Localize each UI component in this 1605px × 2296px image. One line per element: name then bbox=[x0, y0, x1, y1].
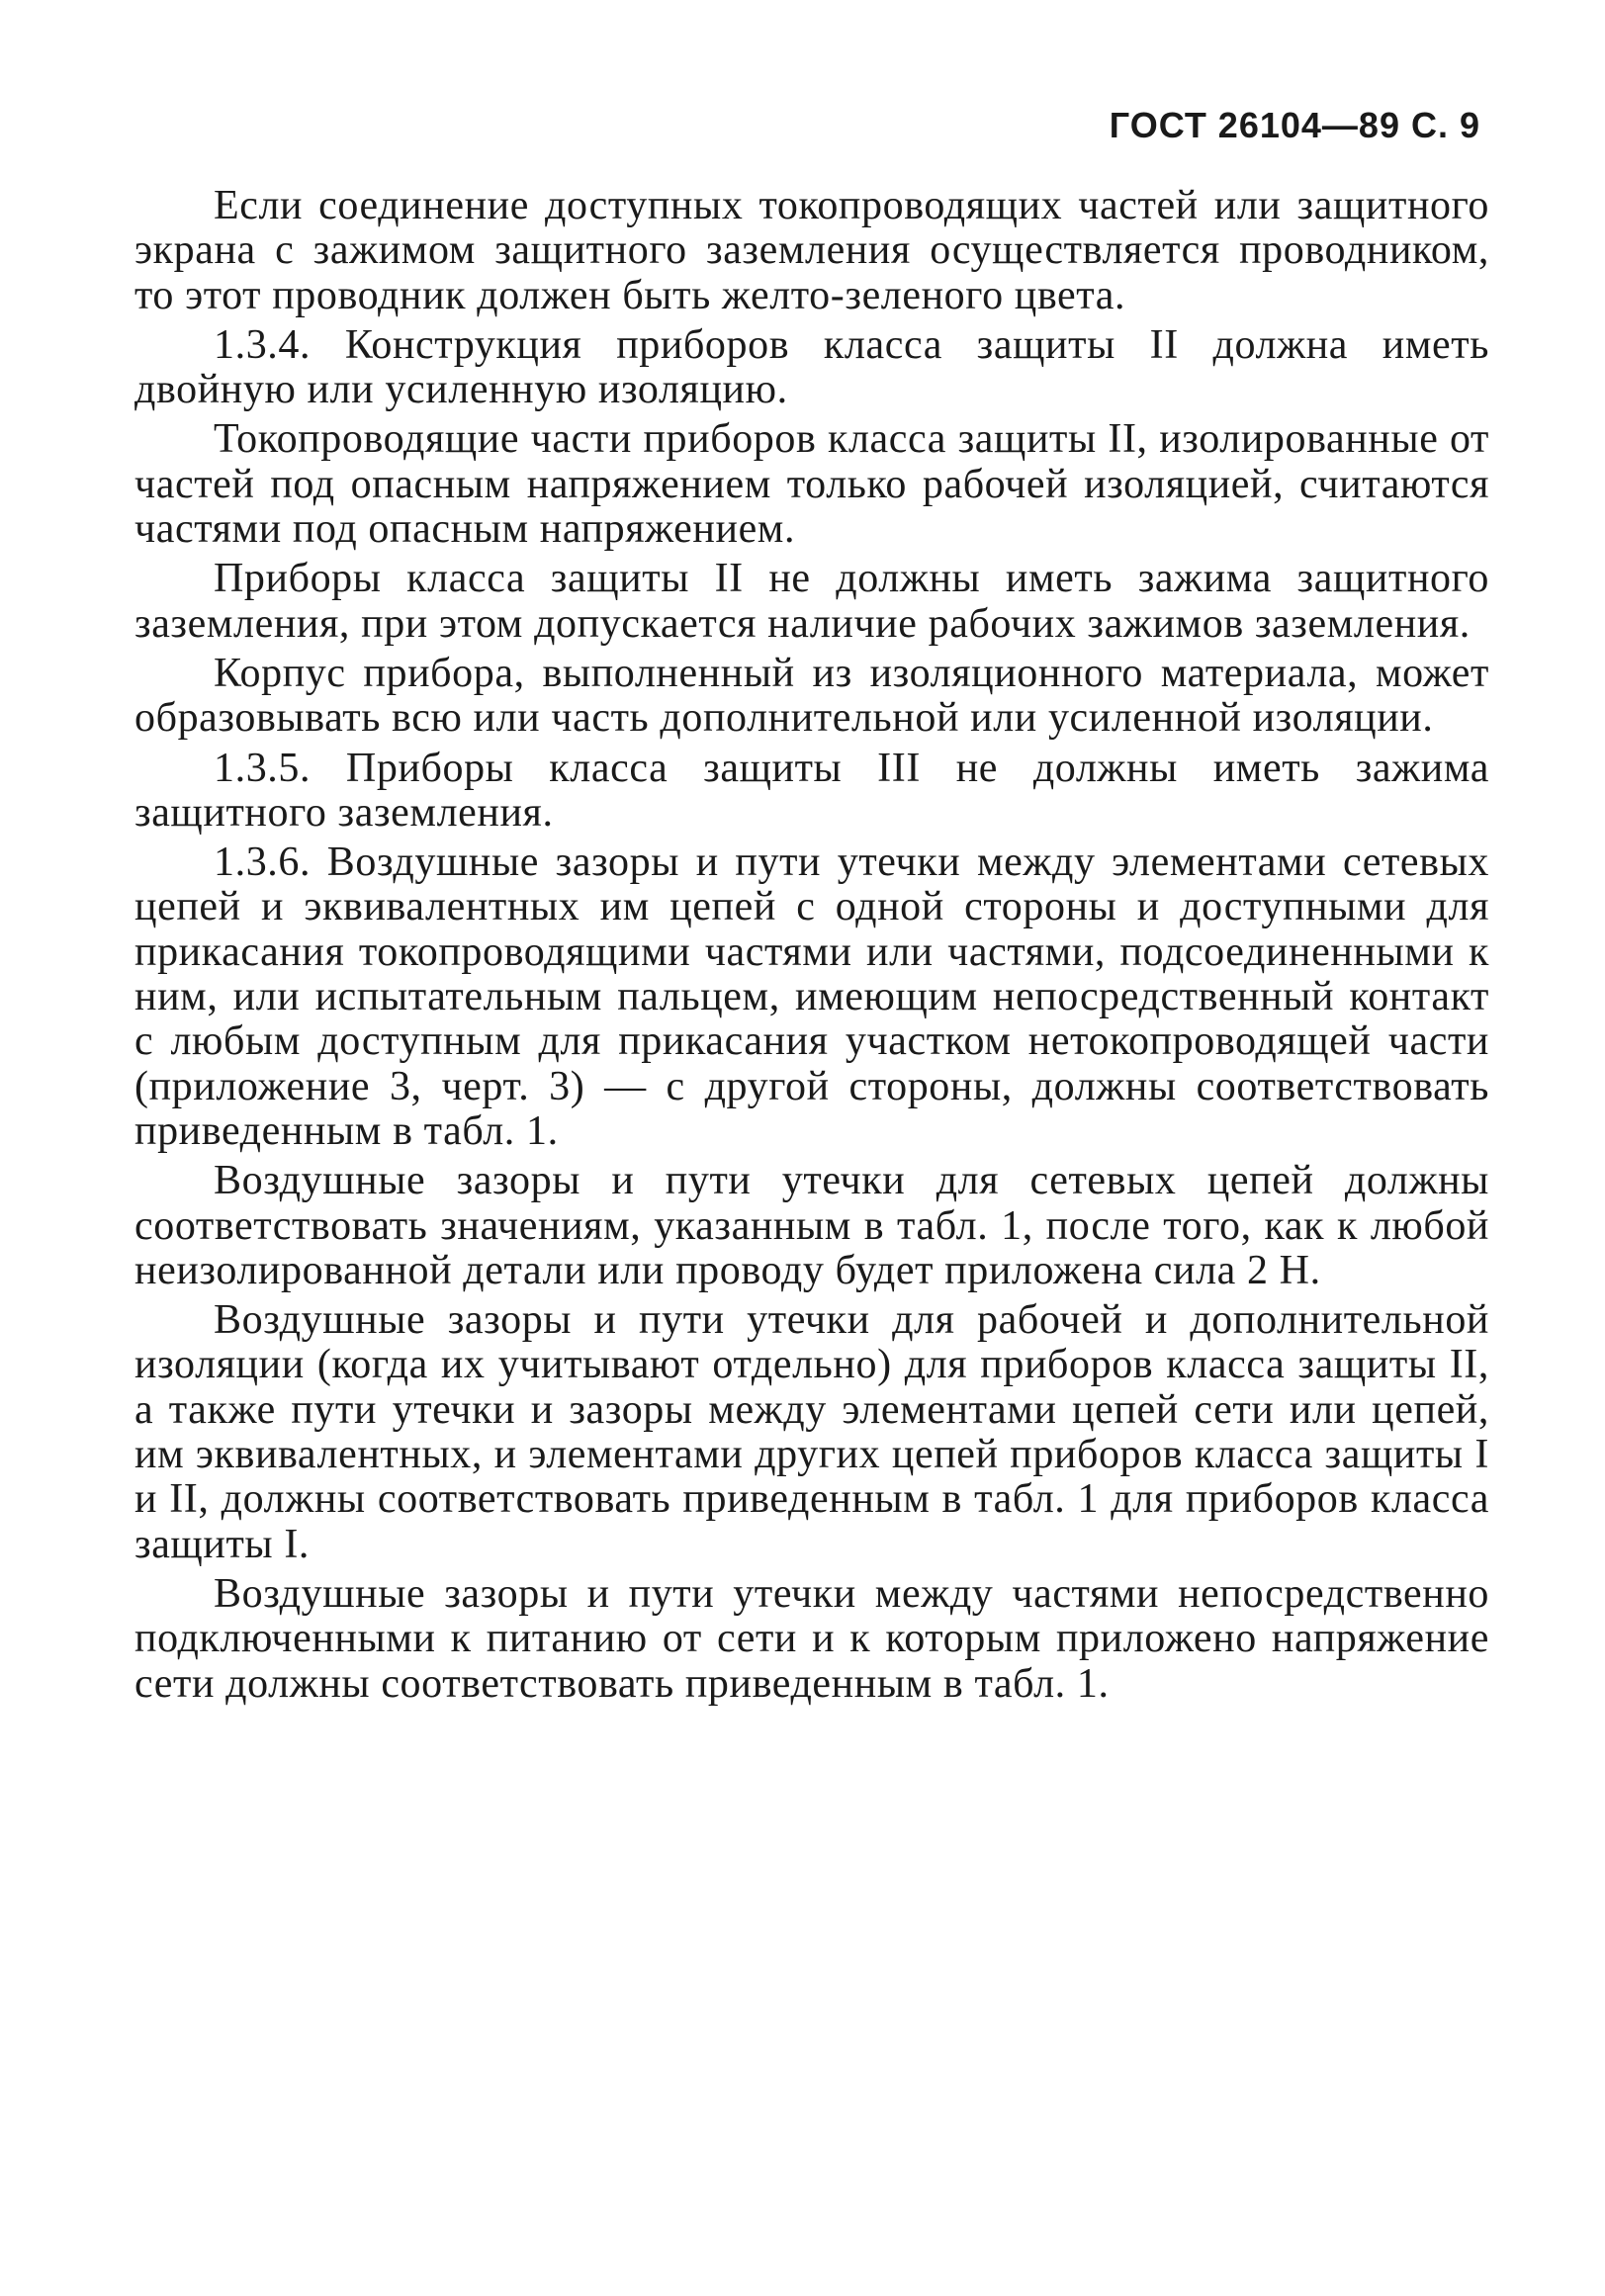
paragraph-1-3-6: 1.3.6. Воздушные зазоры и пути утечки между элементами сетевых цепей и эквивалентных им цепей с одной стороны и доступными для прикасания токопроводящими частями или частями, подсоединенными к ним, или испытательным пальцем, имеющим непосредственный контакт с любым доступным для прикасания участком нетокопроводящей части (приложение 3, черт. 3) — с другой стороны, должны соответствовать приведенным в табл. 1. bbox=[134, 839, 1489, 1154]
running-header: ГОСТ 26104—89 С. 9 bbox=[1109, 105, 1480, 145]
paragraph-class-ii-live-parts: Токопроводящие части приборов класса защиты II, изолированные от частей под опасным напряжением только рабочей изоляцией, считаются частями под опасным напряжением. bbox=[134, 416, 1489, 553]
paragraph-1-3-4: 1.3.4. Конструкция приборов класса защиты II должна иметь двойную или усиленную изоляцию. bbox=[134, 321, 1489, 413]
paragraph-force-2n: Воздушные зазоры и пути утечки для сетевых цепей должны соответствовать значениям, указанным в табл. 1, после того, как к любой неизолированной детали или проводу будет приложена сила 2 Н. bbox=[134, 1158, 1489, 1293]
body-text bbox=[134, 184, 1489, 1712]
paragraph-insulating-enclosure: Корпус прибора, выполненный из изоляционного материала, может образовывать всю или часть дополнительной или усиленной изоляции. bbox=[134, 650, 1489, 742]
paragraph-mains-connected-parts: Воздушные зазоры и пути утечки между частями непосредственно подключенными к питанию от сети и к которым приложено напряжение сети должны соответствовать приведенным в табл. 1. bbox=[134, 1570, 1489, 1707]
paragraph-working-supplementary-insulation: Воздушные зазоры и пути утечки для рабочей и дополнительной изоляции (когда их учитывают отдельно) для приборов класса защиты II, а также пути утечки и зазоры между элементами цепей сети или цепей, им эквивалентных, и элементами других цепей приборов класса защиты I и II, должны соответствовать приведенным в табл. 1 для приборов класса защиты I. bbox=[134, 1297, 1489, 1567]
paragraph-class-ii-no-earth-terminal: Приборы класса защиты II не должны иметь зажима защитного заземления, при этом допускается наличие рабочих зажимов заземления. bbox=[134, 556, 1489, 647]
paragraph-grounding-wire-color: Если соединение доступных токопроводящих частей или защитного экрана с зажимом защитного заземления осуществляется проводником, то этот проводник должен быть желто-зеленого цвета. bbox=[134, 183, 1489, 318]
paragraph-1-3-5: 1.3.5. Приборы класса защиты III не должны иметь зажима защитного заземления. bbox=[134, 745, 1489, 836]
